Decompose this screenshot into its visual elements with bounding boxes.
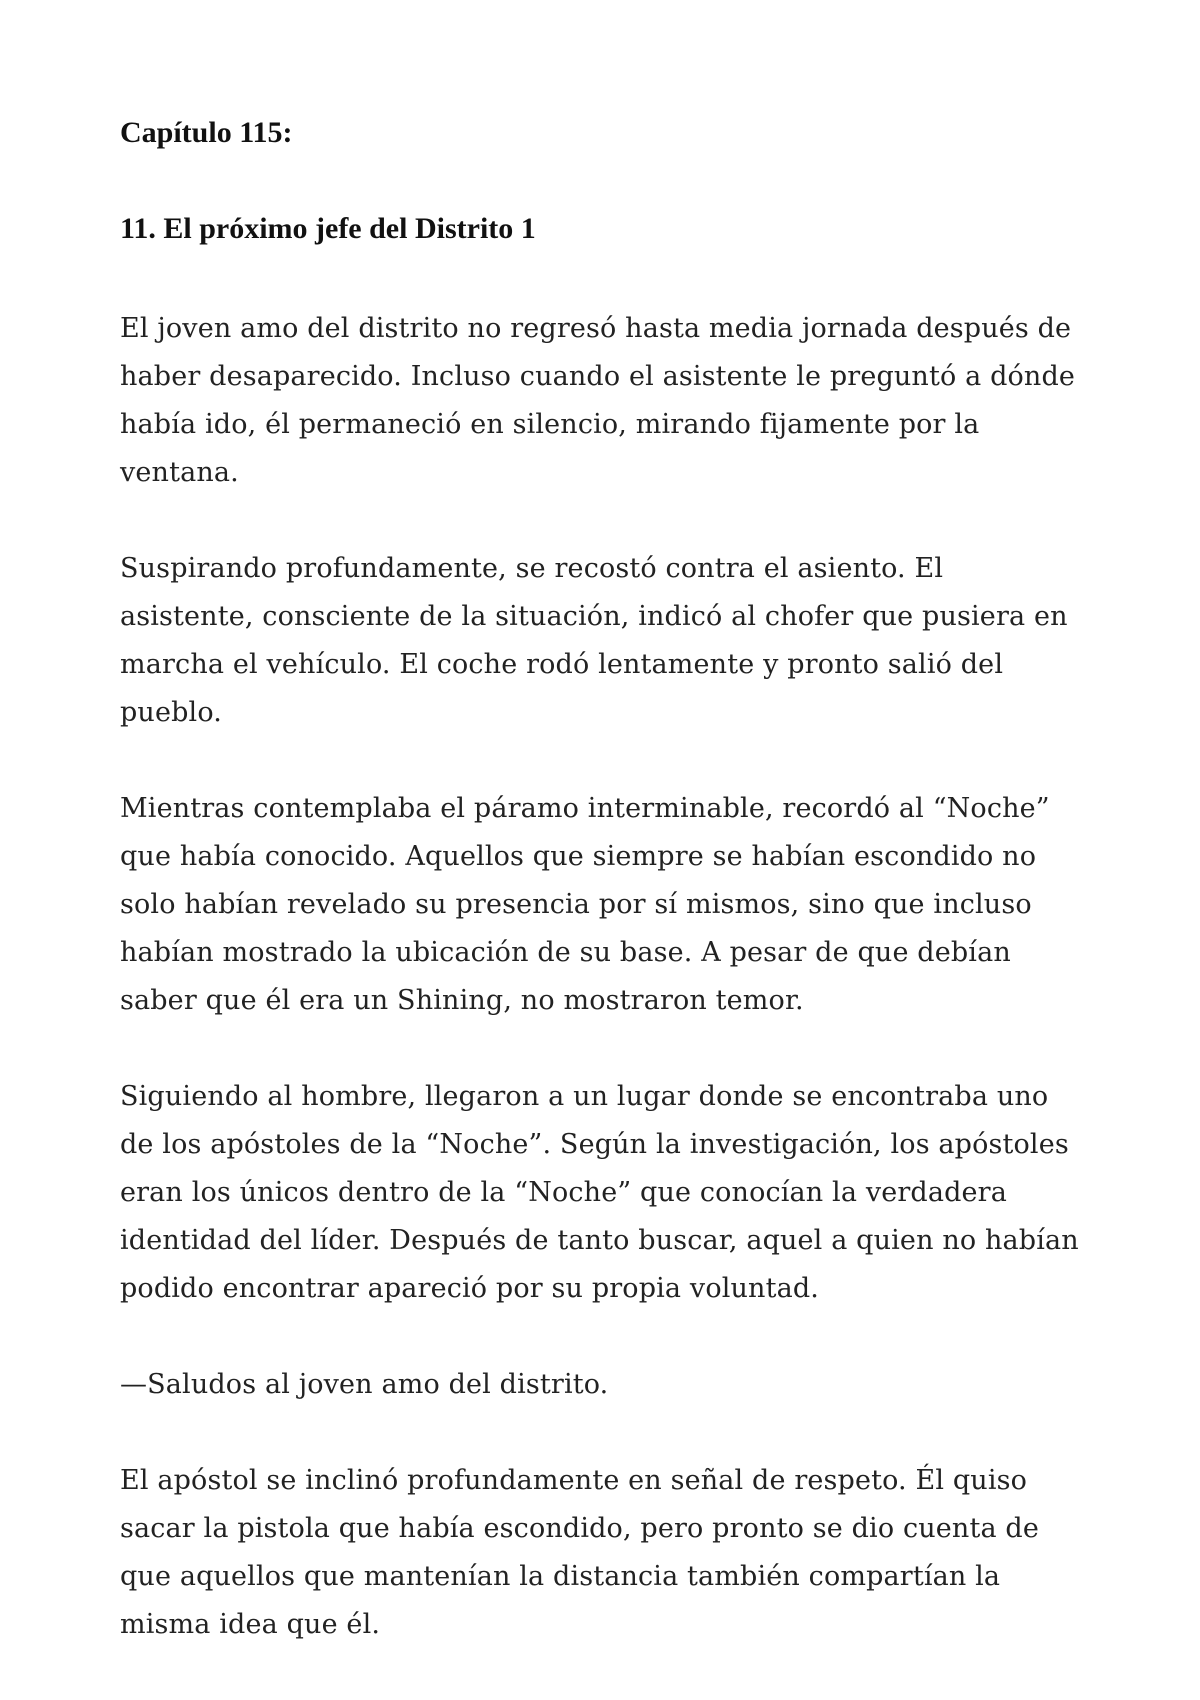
paragraph-1: El joven amo del distrito no regresó hasta media jornada después de haber desaparecido. Incluso cuando el asistente le preguntó a dónde había ido, él permaneció en silencio, mirando fijamente por la ventana. (120, 313, 1076, 488)
chapter-title: 11. El próximo jefe del Distrito 1 (120, 212, 536, 245)
paragraph-2: Suspirando profundamente, se recostó contra el asiento. El asistente, consciente de la situación, indicó al chofer que pusiera en marcha el vehículo. El coche rodó lentamente y pronto salió del pueblo. (120, 553, 1068, 728)
dialogue-line: —Saludos al joven amo del distrito. (120, 1369, 609, 1400)
paragraph-4: Siguiendo al hombre, llegaron a un lugar donde se encontraba uno de los apóstoles de la “Noche”. Según la investigación, los apóstoles eran los únicos dentro de la “Noche” que conocían la verdadera identidad del líder. Después de tanto buscar, aquel a quien no habían podido encontrar apareció por su propia voluntad. (120, 1081, 1079, 1304)
paragraph-6: El apóstol se inclinó profundamente en señal de respeto. Él quiso sacar la pistola que había escondido, pero pronto se dio cuenta de que aquellos que mantenían la distancia también compartían la misma idea que él. (120, 1465, 1039, 1640)
paragraph-3: Mientras contemplaba el páramo interminable, recordó al “Noche” que había conocido. Aquellos que siempre se habían escondido no solo habían revelado su presencia por sí mismos, sino que incluso habían mostrado la ubicación de su base. A pesar de que debían saber que él era un Shining, no mostraron temor. (120, 793, 1050, 1016)
chapter-label: Capítulo 115: (120, 116, 293, 149)
